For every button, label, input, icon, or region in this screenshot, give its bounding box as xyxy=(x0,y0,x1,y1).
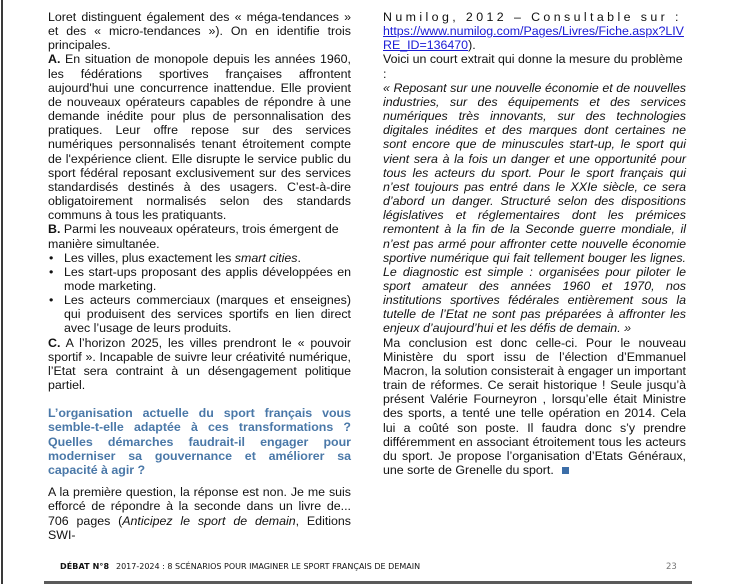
answer-start: A la première question, la réponse est non. Je me suis efforcé de répondre à la seconde dans un livre de... 706 pages ( xyxy=(48,485,351,528)
paragraph-b xyxy=(48,222,351,250)
end-of-article-square-icon xyxy=(562,467,569,474)
interview-question: L’organisation actuelle du sport français vous semble-t-elle adaptée à ces transformations ? Quelles démarches faudrait-il engager pour moderniser sa gouvernance et améliorer sa capacité à agir ? xyxy=(48,406,351,478)
answer-paragraph xyxy=(48,485,351,542)
paragraph-b-text: Parmi les nouveaux opérateurs, trois émergent de manière simultanée. xyxy=(48,222,339,251)
bullet-icon: • xyxy=(49,250,54,265)
bullet-icon: • xyxy=(49,293,54,308)
operators-list xyxy=(48,251,351,336)
list-item-text: Les start-ups proposant des applis développées en mode marketing. xyxy=(64,264,351,293)
footer-title: 2017-2024 : 8 SCÉNARIOS POUR IMAGINER LE SPORT FRANÇAIS DE DEMAIN xyxy=(116,562,421,571)
paragraph-c-label: C. xyxy=(48,335,61,350)
link-paragraph xyxy=(383,24,686,52)
list-item-text: Les acteurs commerciaux (marques et enseignes) qui produisent des services sportifs en lien direct avec l’usage de leurs produits. xyxy=(64,293,351,336)
page-number: 23 xyxy=(666,562,677,572)
right-column xyxy=(383,10,686,477)
paragraph-a-label: A. xyxy=(48,52,61,67)
paragraph-b-label: B. xyxy=(48,222,61,237)
book-link[interactable]: https://www.numilog.com/Pages/Livres/Fiche.aspx?LIVRE_ID=136470 xyxy=(383,24,684,53)
left-column xyxy=(48,10,351,542)
conclusion-text: Ma conclusion est donc celle-ci. Pour le nouveau Ministère du sport issu de l’élection d’Emmanuel Macron, la solution consisterait à engager un important train de réformes. Ce serait historique ! Seule jusqu’à présent Valérie Fourneyron , lorsqu’elle était Ministre des sports, a tenté une telle opération en 2014. Cela lui a coûté son poste. Il faudra donc s’y prendre différemment en associant étroitement tous les acteurs du sport. Je propose l’organisation d’Etats Généraux, une sorte de Grenelle du sport. xyxy=(383,335,686,477)
link-after: ). xyxy=(468,38,476,53)
paragraph-a xyxy=(48,52,351,222)
list-item-italic: smart cities xyxy=(234,250,298,265)
list-item-text: Les villes, plus exactement les xyxy=(64,250,235,265)
book-quote: « Reposant sur une nouvelle économie et de nouvelles industries, sur des équipements et des services numériques très innovants, sur des technologies digitales inédites et des marques dont certaines ne sont encore que de minuscules start-up, le sport qui vient sera à la fois un danger et une opportunité pour tous les acteurs du sport. Pour le sport français qui n’est toujours pas entré dans le XXIe siècle, ce sera d’abord un danger. Structuré selon des dispositions législatives et réglementaires dont les prémices remontent à la fin de la Seconde guerre mondiale, il n’est pas armé pour affronter cette nouvelle économie sportive numérique qui fait tellement bouger les lignes. Le diagnostic est simple : organisées pour piloter le sport amateur des années 1960 et 1970, nos institutions sportives fédérales entièrement sous la tutelle de l’Etat ne sont pas préparées à affronter les enjeux d’aujourd’hui et les défis de demain. » xyxy=(383,80,686,336)
paragraph-c-text: A l’horizon 2025, les villes prendront le « pouvoir sportif ». Incapable de suivre leur créativité numérique, l’Etat sera contraint à un désengagement politique partiel. xyxy=(48,335,351,393)
extract-intro: Voici un court extrait qui donne la mesure du problème : xyxy=(383,52,683,81)
paragraph-a-text: En situation de monopole depuis les années 1960, les fédérations sportives françaises affrontent aujourd'hui une concurrence inattendue. Elle provient de nouveaux opérateurs capables de répondre à une demande inédite pour plus de personnalisation des pratiques. Leur offre repose sur des services numériques personnalisés tenant étroitement compte de l'expérience client. Elle disrupte le service public du sport fédéral reposant exclusivement sur des services standardisés destinés à des usagers. C’est-à-dire obligatoirement normalisés selon des standards communs à tous les pratiquants. xyxy=(48,52,351,223)
list-item-after: . xyxy=(297,250,301,265)
intro-paragraph: Loret distinguent également des « méga-tendances » et des « micro-tendances »). On en identifie trois principales. xyxy=(48,10,351,53)
list-item xyxy=(48,251,351,265)
book-title: Anticipez le sport de demain xyxy=(122,513,296,528)
conclusion-paragraph xyxy=(383,336,686,478)
list-item xyxy=(48,293,351,335)
footer-debate-label: DÉBAT N°8 xyxy=(60,562,110,571)
page-left-border xyxy=(1,0,3,584)
list-item xyxy=(48,265,351,293)
bullet-icon: • xyxy=(49,264,54,279)
publisher-line: Numilog, 2012 – Consultable sur : xyxy=(383,10,682,24)
answer-end: , Editions SWI- xyxy=(48,513,351,542)
paragraph-c xyxy=(48,336,351,393)
